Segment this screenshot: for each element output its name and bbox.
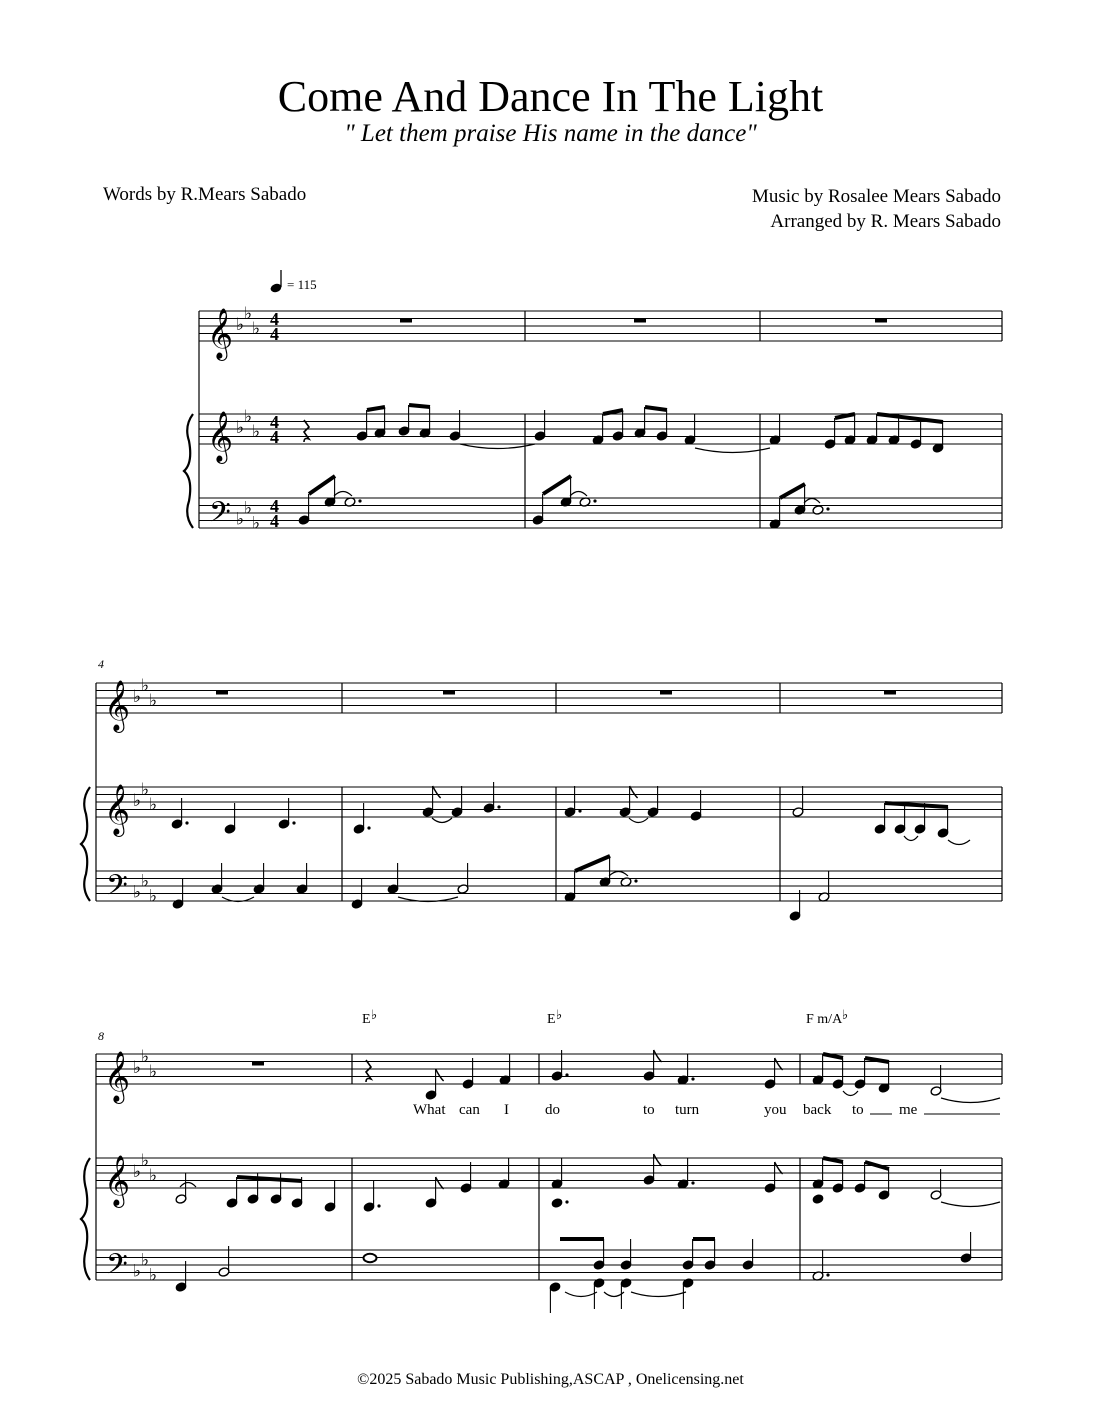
grand-staff-brace xyxy=(184,414,193,528)
augmentation-dot xyxy=(565,1073,568,1076)
key-signature-flat: ♭ xyxy=(252,513,261,533)
augmentation-dot xyxy=(185,821,188,824)
quarter-rest xyxy=(304,420,309,442)
music-credit: Music by Rosalee Mears Sabado xyxy=(751,186,1001,207)
words-credit: Words by R.Mears Sabado xyxy=(103,184,307,205)
whole-rest xyxy=(252,1062,264,1066)
tie xyxy=(843,1091,858,1096)
augmentation-dot xyxy=(565,1200,568,1203)
note-head xyxy=(812,505,824,516)
whole-rest xyxy=(634,319,646,323)
tie xyxy=(629,818,648,823)
tie xyxy=(904,836,918,841)
chord-symbol-letter: F m/A xyxy=(806,1012,843,1027)
chord-symbol xyxy=(362,1007,377,1027)
whole-rest xyxy=(875,319,887,323)
treble-clef-icon: 𝄞 xyxy=(104,1156,131,1205)
beam xyxy=(823,1054,843,1058)
flat-sign: ♭ xyxy=(842,1007,849,1022)
tie xyxy=(565,1292,597,1297)
bass-clef-icon: 𝄢 xyxy=(106,1250,128,1287)
key-signature-flat: ♭ xyxy=(141,1150,150,1170)
lyric-syllable: What xyxy=(413,1102,446,1118)
augmentation-dot xyxy=(367,826,370,829)
augmentation-dot xyxy=(377,1204,380,1207)
chord-symbol-letter: E xyxy=(362,1012,371,1027)
tie xyxy=(695,448,770,453)
time-signature-bottom: 4 xyxy=(270,324,279,344)
note-flag xyxy=(775,1058,783,1070)
key-signature-flat: ♭ xyxy=(149,886,158,906)
augmentation-dot xyxy=(578,809,581,812)
note-head xyxy=(812,1194,824,1205)
beam xyxy=(835,414,855,418)
tie xyxy=(460,444,535,449)
arranger-credit: Arranged by R. Mears Sabado xyxy=(770,211,1001,232)
key-signature-flat: ♭ xyxy=(133,1261,142,1281)
lyric-syllable: me xyxy=(899,1102,918,1118)
measure-number: 8 xyxy=(98,1029,104,1043)
chord-symbol xyxy=(547,1007,562,1027)
beam xyxy=(309,476,335,494)
tempo-marking xyxy=(269,270,316,294)
grand-staff-brace xyxy=(81,1158,90,1280)
tie xyxy=(180,1183,196,1188)
beam xyxy=(543,476,571,494)
key-signature-flat: ♭ xyxy=(141,779,150,799)
augmentation-dot xyxy=(691,1077,694,1080)
music-systems xyxy=(81,304,1002,1313)
key-signature-flat: ♭ xyxy=(149,794,158,814)
whole-rest xyxy=(216,691,228,695)
note-flag xyxy=(630,786,638,798)
lyric-syllable: do xyxy=(545,1102,560,1118)
whole-rest xyxy=(884,691,896,695)
whole-rest xyxy=(660,691,672,695)
key-signature-flat: ♭ xyxy=(149,1265,158,1285)
tie xyxy=(948,840,970,845)
chord-symbol-letter: E xyxy=(547,1012,556,1027)
key-signature-flat: ♭ xyxy=(133,1162,142,1181)
beam xyxy=(823,1158,843,1162)
key-signature-flat: ♭ xyxy=(236,315,245,334)
tie xyxy=(631,1292,686,1297)
key-signature-flat: ♭ xyxy=(149,690,158,710)
whole-note xyxy=(364,1254,377,1262)
tie xyxy=(334,492,352,497)
key-signature-flat: ♭ xyxy=(133,687,142,706)
note-flag xyxy=(436,1069,444,1081)
key-signature-flat: ♭ xyxy=(149,1165,158,1185)
copyright-footer: ©2025 Sabado Music Publishing,ASCAP , Onelicensing.net xyxy=(357,1371,744,1388)
key-signature-flat: ♭ xyxy=(133,882,142,902)
key-signature-flat: ♭ xyxy=(149,1061,158,1081)
grand-staff-brace xyxy=(81,787,90,901)
key-signature-flat: ♭ xyxy=(141,675,150,695)
lyric-syllable: to xyxy=(852,1102,864,1118)
time-signature-top: 4 xyxy=(270,412,279,432)
key-signature-flat: ♭ xyxy=(252,421,261,441)
augmentation-dot xyxy=(497,805,500,808)
beam xyxy=(780,484,805,498)
page-title: Come And Dance In The Light xyxy=(277,72,824,121)
time-signature-bottom: 4 xyxy=(270,427,279,447)
flat-sign: ♭ xyxy=(371,1007,378,1022)
note-flag xyxy=(654,1050,662,1062)
tie xyxy=(432,818,452,823)
note-flag xyxy=(433,786,441,798)
tie xyxy=(804,499,820,504)
whole-rest xyxy=(400,319,412,323)
treble-clef-icon: 𝄞 xyxy=(207,412,234,461)
augmentation-dot xyxy=(358,499,361,502)
key-signature-flat: ♭ xyxy=(244,303,253,323)
page-subtitle: " Let them praise His name in the dance" xyxy=(344,120,757,147)
augmentation-dot xyxy=(634,879,637,882)
augmentation-dot xyxy=(292,821,295,824)
augmentation-dot xyxy=(691,1181,694,1184)
time-signature-top: 4 xyxy=(270,309,279,329)
lyrics-line xyxy=(413,1102,1000,1118)
key-signature-flat: ♭ xyxy=(236,418,245,437)
key-signature-flat: ♭ xyxy=(141,1046,150,1066)
beam xyxy=(603,410,623,414)
note-flag xyxy=(775,1162,783,1174)
flat-sign: ♭ xyxy=(556,1007,563,1022)
chord-symbol xyxy=(806,1007,848,1027)
key-signature-flat: ♭ xyxy=(141,1250,150,1270)
key-signature-flat: ♭ xyxy=(133,1058,142,1077)
key-signature-flat: ♭ xyxy=(252,318,261,338)
tie xyxy=(941,1098,1000,1103)
treble-clef-icon: 𝄞 xyxy=(104,785,131,834)
beam xyxy=(409,405,430,407)
augmentation-dot xyxy=(826,507,829,510)
beam xyxy=(575,856,610,871)
measure-number: 4 xyxy=(98,657,104,671)
bass-clef-icon: 𝄢 xyxy=(106,871,128,908)
lyric-syllable: I xyxy=(504,1102,509,1118)
key-signature-flat: ♭ xyxy=(244,406,253,426)
lyric-syllable: back xyxy=(803,1102,832,1118)
key-signature-flat: ♭ xyxy=(141,871,150,891)
note-flag xyxy=(436,1177,444,1189)
beam xyxy=(367,407,385,410)
lyric-syllable: can xyxy=(459,1102,480,1118)
key-signature-flat: ♭ xyxy=(244,498,253,518)
note-flag xyxy=(654,1154,662,1166)
lyric-syllable: to xyxy=(643,1102,655,1118)
key-signature-flat: ♭ xyxy=(133,791,142,810)
tempo-bpm: = 115 xyxy=(287,277,317,292)
time-signature-top: 4 xyxy=(270,496,279,516)
treble-clef-icon: 𝄞 xyxy=(104,1052,131,1101)
treble-clef-icon: 𝄞 xyxy=(207,309,234,358)
note-head xyxy=(551,1198,563,1209)
treble-clef-icon: 𝄞 xyxy=(104,681,131,730)
key-signature-flat: ♭ xyxy=(236,509,245,529)
time-signature-bottom: 4 xyxy=(270,511,279,531)
augmentation-dot xyxy=(593,499,596,502)
beam xyxy=(877,414,943,422)
augmentation-dot xyxy=(826,1273,829,1276)
quarter-rest xyxy=(366,1060,371,1082)
bass-clef-icon: 𝄢 xyxy=(209,498,231,535)
tie xyxy=(941,1202,1000,1207)
tie xyxy=(570,492,587,497)
lyric-syllable: you xyxy=(764,1102,787,1118)
tie xyxy=(609,872,628,877)
beam xyxy=(885,803,948,807)
lyric-syllable: turn xyxy=(675,1102,700,1118)
whole-rest xyxy=(443,691,455,695)
beam xyxy=(645,407,667,410)
